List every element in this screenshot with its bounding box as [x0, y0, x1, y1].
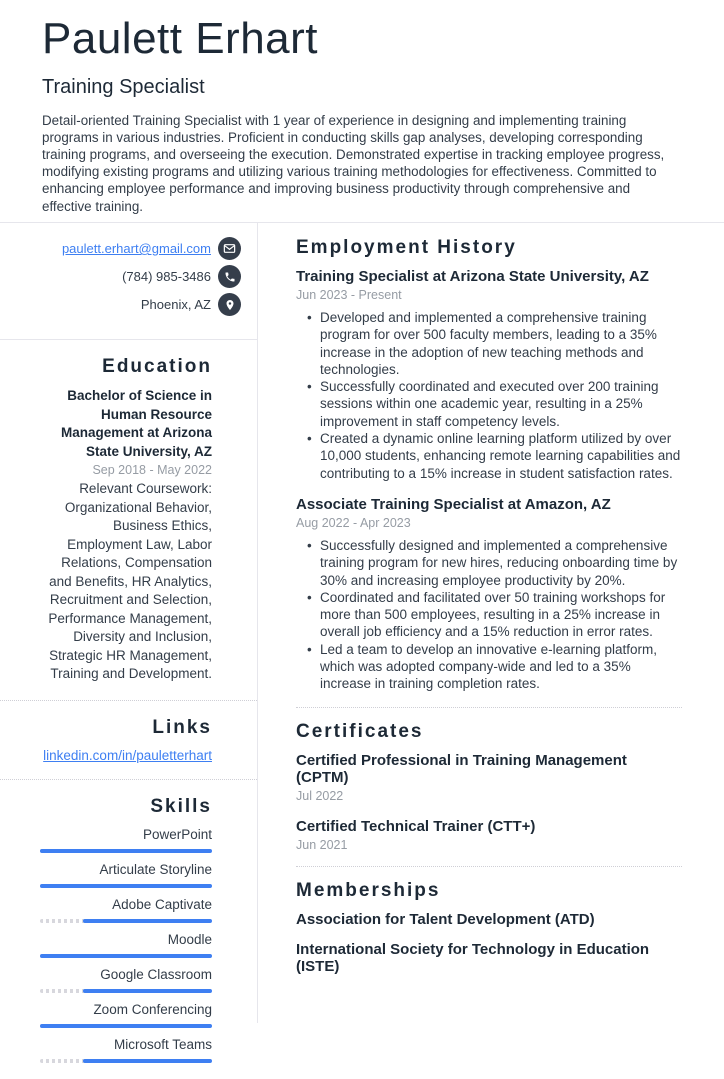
job-bullet: • Led a team to develop an innovative e-learning platform, which was adopted company-wide and led to a 35% increase in training completion rates.	[320, 641, 682, 693]
sidebar	[0, 223, 258, 1052]
skill-label: Articulate Storyline	[99, 861, 212, 877]
job-bullet-list	[296, 537, 682, 693]
envelope-icon	[218, 237, 241, 260]
job-bullet: • Created a dynamic online learning platform utilized by over 10,000 students, enhancing remote learning capabilities and contributing to a 15% increase in student satisfaction rates.	[320, 430, 682, 482]
skill-item	[40, 827, 212, 853]
skill-bar	[40, 1024, 212, 1028]
job-dates: Jun 2023 - Present	[296, 288, 402, 302]
skill-item	[40, 932, 212, 958]
email-link[interactable]: paulett.erhart@gmail.com	[61, 241, 211, 256]
job-bullet: • Successfully coordinated and executed over 200 training sessions within one academic year, resulting in a 25% improvement in staff competency levels.	[320, 378, 682, 430]
skill-label: Moodle	[167, 931, 212, 947]
skill-label: Zoom Conferencing	[93, 1001, 212, 1017]
certificate-entry	[296, 752, 682, 803]
profile-summary: Detail-oriented Training Specialist with 1 year of experience in designing and implementing training programs in various industries. Proficient in conducting skills gap analyses, developing corresponding training programs, and overseeing the execution. Demonstrated expertise in tracking employee progress, modifying existing programs and utilizing various training methodologies for effectiveness. Committed to enhancing employee performance and improving business productivity through comprehensive and effective training.	[42, 112, 665, 214]
certificate-date: Jul 2022	[296, 788, 344, 803]
phone-icon	[218, 265, 241, 288]
skill-label: Google Classroom	[100, 966, 212, 982]
memberships-heading: Memberships	[296, 879, 441, 901]
skill-item	[40, 1037, 212, 1063]
membership-entry: International Society for Technology in Education (ISTE)	[296, 940, 650, 975]
employment-section	[296, 237, 682, 708]
certificate-title: Certified Technical Trainer (CTT+)	[296, 817, 536, 835]
skill-bar	[40, 954, 212, 958]
contact-row-location	[20, 293, 241, 316]
education-dates: Sep 2018 - May 2022	[92, 463, 212, 477]
skill-bar	[40, 849, 212, 853]
links-heading: Links	[152, 716, 212, 738]
contact-row-email	[20, 237, 241, 260]
certificates-heading: Certificates	[296, 720, 424, 742]
skill-item	[40, 1002, 212, 1028]
memberships-section	[296, 880, 682, 989]
job-bullet: • Developed and implemented a comprehensive training program for over 500 faculty members, leading to a 35% increase in the adoption of new teaching methods and technologies.	[320, 309, 682, 378]
job-entry	[296, 496, 682, 693]
resume-body	[0, 223, 724, 1052]
certificates-section	[296, 721, 682, 867]
contact-row-phone	[20, 265, 241, 288]
candidate-job-title: Training Specialist	[42, 75, 205, 98]
skills-heading: Skills	[150, 795, 212, 817]
skill-item	[40, 967, 212, 993]
certificate-entry	[296, 818, 682, 852]
location-pin-icon	[218, 293, 241, 316]
candidate-name: Paulett Erhart	[42, 14, 319, 63]
job-title: Training Specialist at Arizona State University, AZ	[296, 268, 649, 285]
skill-item	[40, 862, 212, 888]
employment-heading: Employment History	[296, 237, 517, 258]
education-section	[0, 340, 257, 701]
certificate-date: Jun 2021	[296, 837, 348, 852]
education-heading: Education	[102, 356, 212, 377]
education-degree: Bachelor of Science in Human Resource Management at Arizona State University, AZ	[60, 388, 212, 459]
contact-section	[0, 223, 257, 340]
job-entry	[296, 268, 682, 482]
skills-section	[0, 780, 257, 1079]
skill-bar	[40, 1059, 212, 1063]
main-column	[258, 223, 724, 1023]
links-section	[0, 701, 257, 780]
membership-entry: Association for Talent Development (ATD)	[296, 910, 595, 928]
skill-item	[40, 897, 212, 923]
certificate-title: Certified Professional in Training Management (CPTM)	[296, 751, 627, 786]
skill-bar	[40, 884, 212, 888]
phone-number: (784) 985-3486	[122, 269, 211, 284]
resume-header	[0, 0, 724, 223]
location-text: Phoenix, AZ	[140, 297, 211, 312]
job-dates: Aug 2022 - Apr 2023	[296, 515, 411, 530]
skill-label: PowerPoint	[142, 826, 212, 842]
linkedin-link[interactable]: linkedin.com/in/pauletterhart	[43, 747, 212, 763]
skill-label: Microsoft Teams	[113, 1036, 212, 1052]
skill-bar	[40, 919, 212, 923]
job-bullet: • Successfully designed and implemented a comprehensive training program for new hires, reducing onboarding time by 30% and increasing employee productivity by 20%.	[320, 537, 682, 589]
skill-label: Adobe Captivate	[112, 896, 212, 912]
job-title: Associate Training Specialist at Amazon, AZ	[296, 495, 611, 513]
skill-bar	[40, 989, 212, 993]
education-description: Relevant Coursework: Organizational Behavior, Business Ethics, Employment Law, Labor Relations, Compensation and Benefits, HR Analytics, Recruitment and Selection, Performance Management, Diversity and Inclusion, Strategic HR Management, Training and Development.	[48, 481, 212, 681]
job-bullet: • Coordinated and facilitated over 50 training workshops for more than 500 employees, resulting in a 25% increase in overall job efficiency and a 15% reduction in error rates.	[320, 589, 682, 641]
job-bullet-list	[296, 309, 682, 482]
